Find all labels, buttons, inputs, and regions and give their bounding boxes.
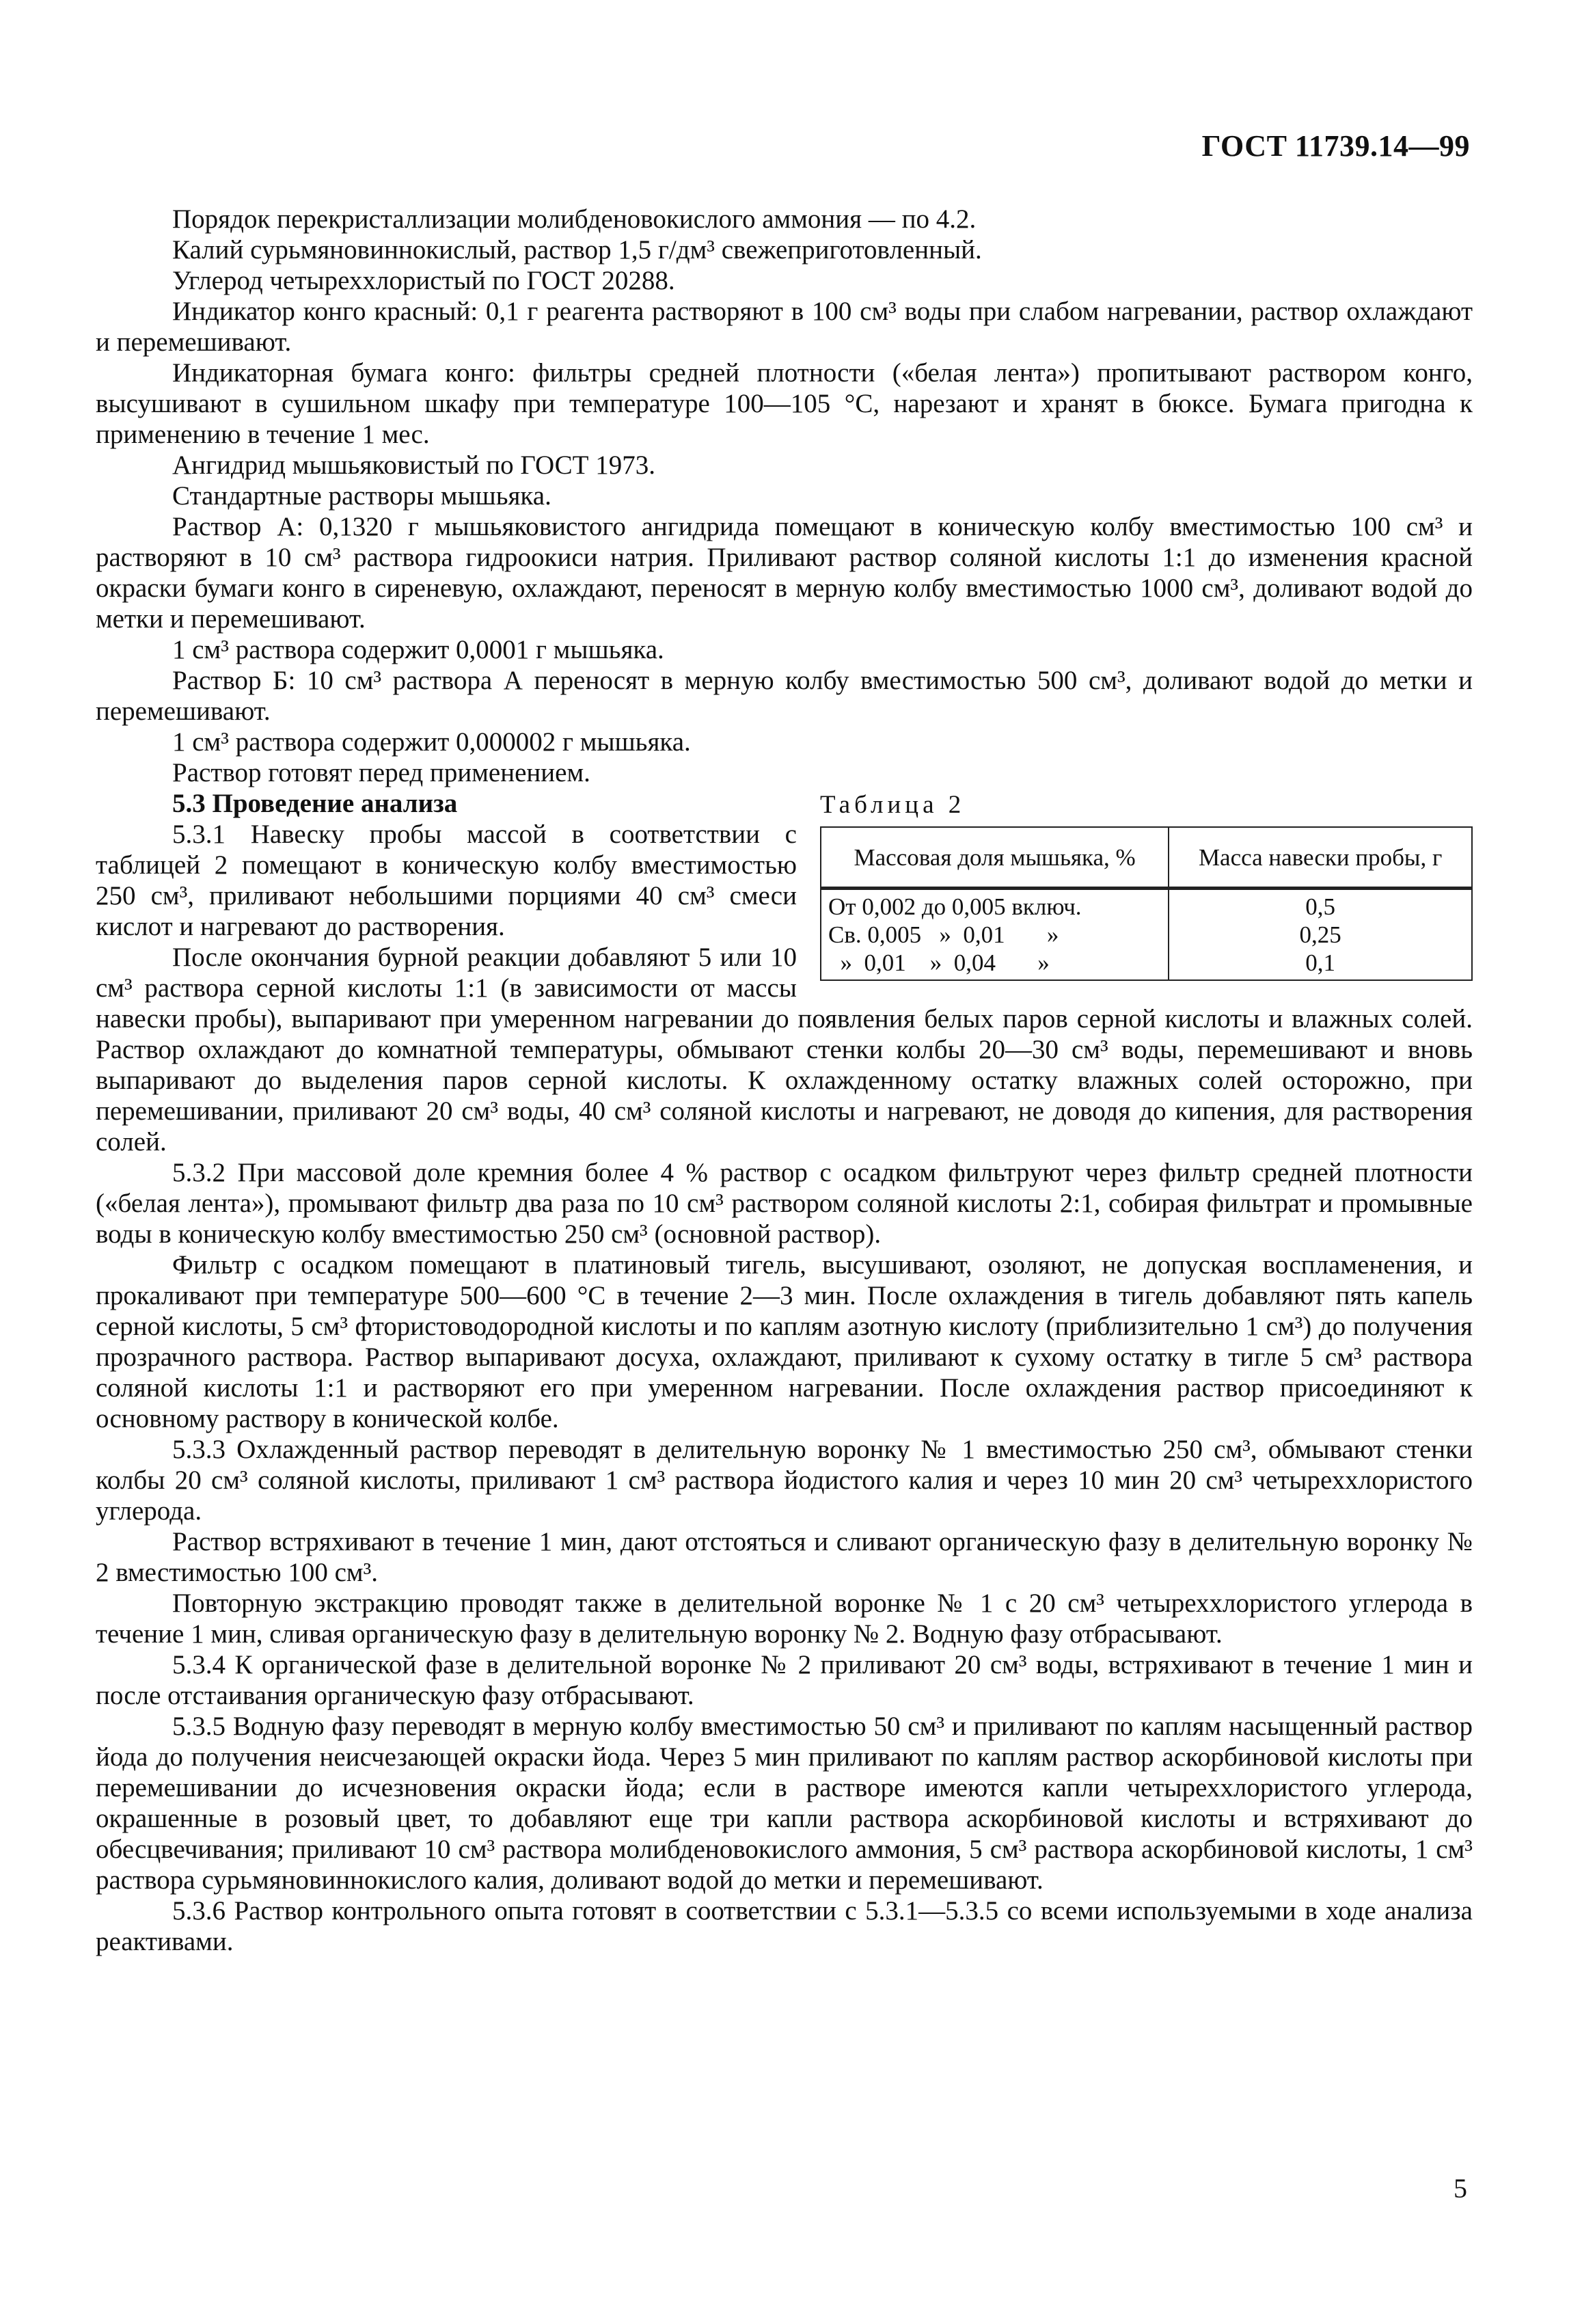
paragraph: 5.3.5 Водную фазу переводят в мерную колбу вместимостью 50 см³ и приливают по каплям насыщенный раствор йода до получения неисчезающей окраски йода. Через 5 мин приливают по каплям раствор аскорбиновой кислоты при перемешивании до исчезновения окраски йода; если в растворе имеются капли четыреххлористого углерода, окрашенные в розовый цвет, то добавляют еще три капли раствора аскорбиновой кислоты и встряхивают до обесцвечивания; приливают 10 см³ раствора молибденовокислого аммония, 5 см³ раствора аскорбиновой кислоты, 1 см³ раствора сурьмяновиннокислого калия, доливают водой до метки и перемешивают. xyxy=(96,1712,1473,1895)
table-cell-text: От 0,002 до 0,005 включ. xyxy=(828,893,1082,920)
paragraph: Углерод четыреххлористый по ГОСТ 20288. xyxy=(172,266,675,295)
table-row xyxy=(821,889,1472,981)
table-header-cell: Масса навески пробы, г xyxy=(1169,827,1472,889)
table-2 xyxy=(820,826,1473,981)
paragraph: 1 см³ раствора содержит 0,0001 г мышьяка. xyxy=(172,635,664,664)
table-cell-text: Св. 0,005 » 0,01 » xyxy=(828,921,1059,948)
page-header: ГОСТ 11739.14—99 xyxy=(1201,129,1470,163)
paragraph: Калий сурьмяновиннокислый, раствор 1,5 г/дм³ свежеприготовленный. xyxy=(172,235,982,265)
paragraph: Повторную экстракцию проводят также в делительной воронке № 1 с 20 см³ четыреххлористого углерода в течение 1 мин, сливая органическую фазу в делительную воронку № 2. Водную фазу отбрасывают. xyxy=(96,1589,1473,1649)
section-heading: 5.3 Проведение анализа xyxy=(172,789,458,818)
paragraph: Фильтр с осадком помещают в платиновый тигель, высушивают, озоляют, не допуская воспламенения, и прокаливают при температуре 500—600 °С в течение 2—3 мин. После охлаждения в тигель добавляют пять капель серной кислоты, 5 см³ фтористоводородной кислоты и по каплям азотную кислоту (приблизительно 1 см³) до получения прозрачного раствора. Раствор выпаривают досуха, охлаждают, приливают к сухому остатку в тигле 5 см³ раствора соляной кислоты 1:1 и растворяют его при умеренном нагревании. После охлаждения раствор присоединяют к основному раствору в конической колбе. xyxy=(96,1250,1473,1433)
table-header-row xyxy=(821,827,1472,889)
paragraph: 5.3.2 При массовой доле кремния более 4 % раствор с осадком фильтруют через фильтр средней плотности («белая лента»), промывают фильтр два раза по 10 см³ раствором соляной кислоты 2:1, собирая фильтрат и промывные воды в коническую колбу вместимостью 250 см³ (основной раствор). xyxy=(96,1158,1473,1249)
table-header-cell: Массовая доля мышьяка, % xyxy=(821,827,1169,889)
table-2-block xyxy=(820,791,1473,981)
paragraph: Раствор встряхивают в течение 1 мин, дают отстояться и сливают органическую фазу в делительную воронку № 2 вместимостью 100 см³. xyxy=(96,1527,1473,1587)
paragraph: Раствор готовят перед применением. xyxy=(172,758,590,787)
paragraph: 5.3.6 Раствор контрольного опыта готовят в соответствии с 5.3.1—5.3.5 со всеми используемыми в ходе анализа реактивами. xyxy=(96,1896,1473,1956)
paragraph: Раствор А: 0,1320 г мышьяковистого ангидрида помещают в коническую колбу вместимостью 100 см³ и растворяют в 10 см³ раствора гидроокиси натрия. Приливают раствор соляной кислоты 1:1 до изменения красной окраски бумаги конго в сиреневую, охлаждают, переносят в мерную колбу вместимостью 1000 см³, доливают водой до метки и перемешивают. xyxy=(96,512,1473,634)
paragraph: Индикаторная бумага конго: фильтры средней плотности («белая лента») пропитывают раствором конго, высушивают в сушильном шкафу при температуре 100—105 °С, нарезают и хранят в бюксе. Бумага пригодна к применению в течение 1 мес. xyxy=(96,358,1473,449)
paragraph: Порядок перекристаллизации молибденовокислого аммония — по 4.2. xyxy=(172,204,977,234)
table-cell-text: » 0,01 » 0,04 » xyxy=(828,949,1050,976)
paragraph: Раствор Б: 10 см³ раствора А переносят в мерную колбу вместимостью 500 см³, доливают водой до метки и перемешивают. xyxy=(96,666,1473,726)
paragraph: Ангидрид мышьяковистый по ГОСТ 1973. xyxy=(172,450,655,480)
document-body xyxy=(96,204,1473,1957)
paragraph: 5.3.4 К органической фазе в делительной воронке № 2 приливают 20 см³ воды, встряхивают в течение 1 мин и после отстаивания органическую фазу отбрасывают. xyxy=(96,1650,1473,1710)
paragraph: Индикатор конго красный: 0,1 г реагента растворяют в 100 см³ воды при слабом нагревании, раствор охлаждают и перемешивают. xyxy=(96,297,1473,357)
paragraph: 5.3.3 Охлажденный раствор переводят в делительную воронку № 1 вместимостью 250 см³, обмывают стенки колбы 20 см³ соляной кислоты, приливают 1 см³ раствора йодистого калия и через 10 мин 20 см³ четыреххлористого углерода. xyxy=(96,1435,1473,1526)
paragraph: 5.3.1 Навеску пробы массой в соответствии с таблицей 2 помещают в коническую колбу вместимостью 250 см³, приливают небольшими порциями 40 см³ смеси кислот и нагревают до растворения. xyxy=(96,820,797,941)
page-number: 5 xyxy=(1454,2173,1467,2204)
paragraph: Стандартные растворы мышьяка. xyxy=(172,481,551,511)
table-cell-text: 0,25 xyxy=(1299,921,1341,948)
table-cell xyxy=(821,889,1169,981)
table-cell-text: 0,5 xyxy=(1305,893,1335,920)
table-caption: Таблица 2 xyxy=(820,791,966,819)
paragraph: После окончания бурной реакции добавляют 5 или 10 см³ раствора серной кислоты 1:1 (в зависимости от массы навески пробы), выпаривают при умеренном нагревании до появления белых паров серной кислоты и влажных солей. Раствор охлаждают до комнатной температуры, обмывают стенки колбы 20—30 см³ воды, перемешивают и вновь выпаривают до выделения паров серной кислоты. К охлажденному остатку влажных солей осторожно, при перемешивании, приливают 20 см³ воды, 40 см³ соляной кислоты и нагревают, не доводя до кипения, для растворения солей. xyxy=(96,943,1473,1157)
table-cell xyxy=(1169,889,1472,981)
table-cell-text: 0,1 xyxy=(1305,949,1335,976)
paragraph: 1 см³ раствора содержит 0,000002 г мышьяка. xyxy=(172,727,691,757)
